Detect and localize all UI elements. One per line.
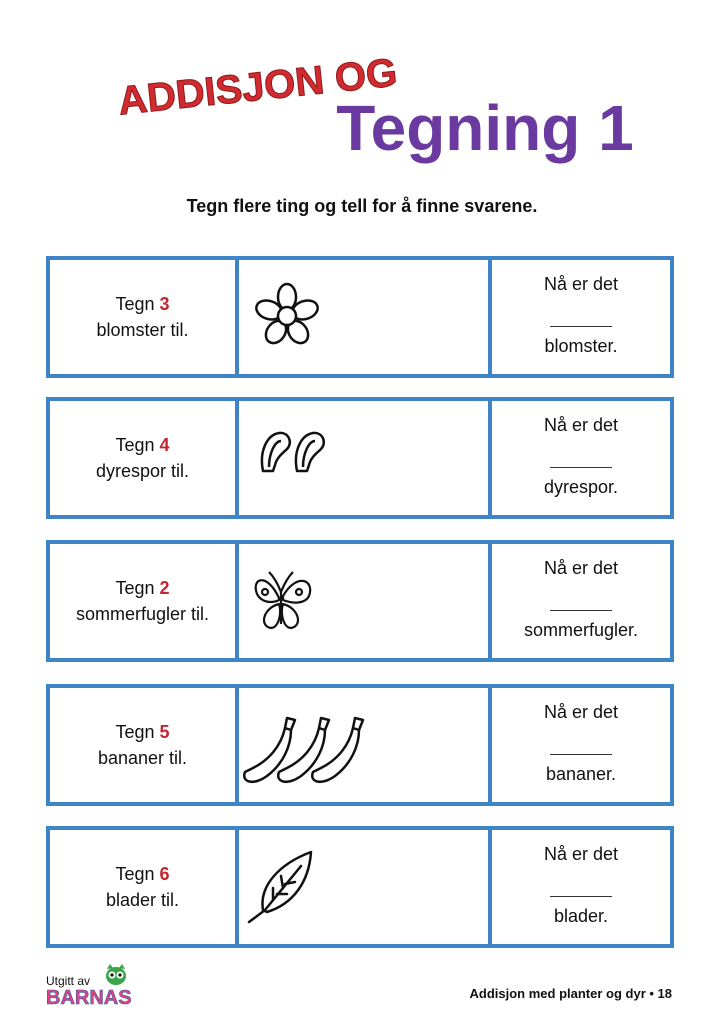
leaf-icon bbox=[239, 830, 492, 944]
drawing-area[interactable] bbox=[239, 830, 492, 944]
answer-intro: Nå er det bbox=[543, 844, 619, 864]
answer-unit: blomster. bbox=[544, 336, 618, 356]
exercise-row-1 bbox=[46, 256, 674, 378]
publisher-block bbox=[46, 962, 206, 1012]
exercise-row-4 bbox=[46, 684, 674, 806]
prompt-cell bbox=[50, 688, 239, 802]
answer-unit: dyrespor. bbox=[543, 477, 619, 497]
prompt-tegn: Tegn bbox=[115, 722, 155, 742]
answer-blank[interactable] bbox=[550, 467, 612, 468]
exercise-row-3 bbox=[46, 540, 674, 662]
exercise-row-2 bbox=[46, 397, 674, 519]
answer-unit: bananer. bbox=[545, 764, 617, 784]
answer-unit: blader. bbox=[553, 906, 609, 926]
answer-blank[interactable] bbox=[550, 754, 612, 755]
answer-intro: Nå er det bbox=[543, 415, 619, 435]
instruction-text: Tegn flere ting og tell for å finne svarene. bbox=[186, 196, 538, 216]
prompt-number: 2 bbox=[159, 578, 170, 598]
prompt-object: dyrespor til. bbox=[95, 461, 190, 481]
prompt-object: blader til. bbox=[105, 890, 180, 910]
title-line2: Tegning 1 bbox=[336, 92, 634, 164]
drawing-area[interactable] bbox=[239, 401, 492, 515]
drawing-area[interactable] bbox=[239, 260, 492, 374]
prompt-cell bbox=[50, 830, 239, 944]
prompt-number: 5 bbox=[159, 722, 170, 742]
prompt-object: bananer til. bbox=[97, 748, 188, 768]
drawing-area[interactable] bbox=[239, 688, 492, 802]
prompt-object: blomster til. bbox=[96, 320, 189, 340]
prompt-tegn: Tegn bbox=[115, 864, 155, 884]
answer-cell bbox=[492, 688, 670, 802]
answer-intro: Nå er det bbox=[543, 558, 619, 578]
publisher-name: BARNAS bbox=[46, 987, 132, 1009]
title-line1: ADDISJON OG bbox=[116, 50, 400, 124]
prompt-cell bbox=[50, 544, 239, 658]
prompt-number: 4 bbox=[159, 435, 170, 455]
prompt-tegn: Tegn bbox=[115, 578, 155, 598]
butterfly-icon bbox=[239, 544, 492, 658]
owl-mascot-icon bbox=[106, 964, 126, 985]
prompt-cell bbox=[50, 401, 239, 515]
prompt-number: 6 bbox=[159, 864, 170, 884]
prompt-number: 3 bbox=[159, 294, 170, 314]
title-graphic bbox=[0, 0, 724, 200]
prompt-tegn: Tegn bbox=[115, 435, 155, 455]
answer-unit: sommerfugler. bbox=[523, 620, 639, 640]
answer-blank[interactable] bbox=[550, 896, 612, 897]
animal-track-icon bbox=[239, 401, 492, 515]
prompt-object: sommerfugler til. bbox=[75, 604, 210, 624]
answer-cell bbox=[492, 401, 670, 515]
prompt-tegn: Tegn bbox=[115, 294, 155, 314]
barnas-logo bbox=[46, 962, 186, 1010]
answer-intro: Nå er det bbox=[543, 274, 619, 294]
answer-cell bbox=[492, 830, 670, 944]
answer-blank[interactable] bbox=[550, 326, 612, 327]
exercise-row-5 bbox=[46, 826, 674, 948]
answer-blank[interactable] bbox=[550, 610, 612, 611]
answer-cell bbox=[492, 544, 670, 658]
drawing-area[interactable] bbox=[239, 544, 492, 658]
published-by-label: Utgitt av bbox=[46, 974, 91, 988]
page-footer-label: Addisjon med planter og dyr • 18 bbox=[469, 986, 672, 1001]
banana-icon bbox=[239, 688, 492, 802]
answer-intro: Nå er det bbox=[543, 702, 619, 722]
prompt-cell bbox=[50, 260, 239, 374]
answer-cell bbox=[492, 260, 670, 374]
flower-icon bbox=[239, 260, 492, 374]
